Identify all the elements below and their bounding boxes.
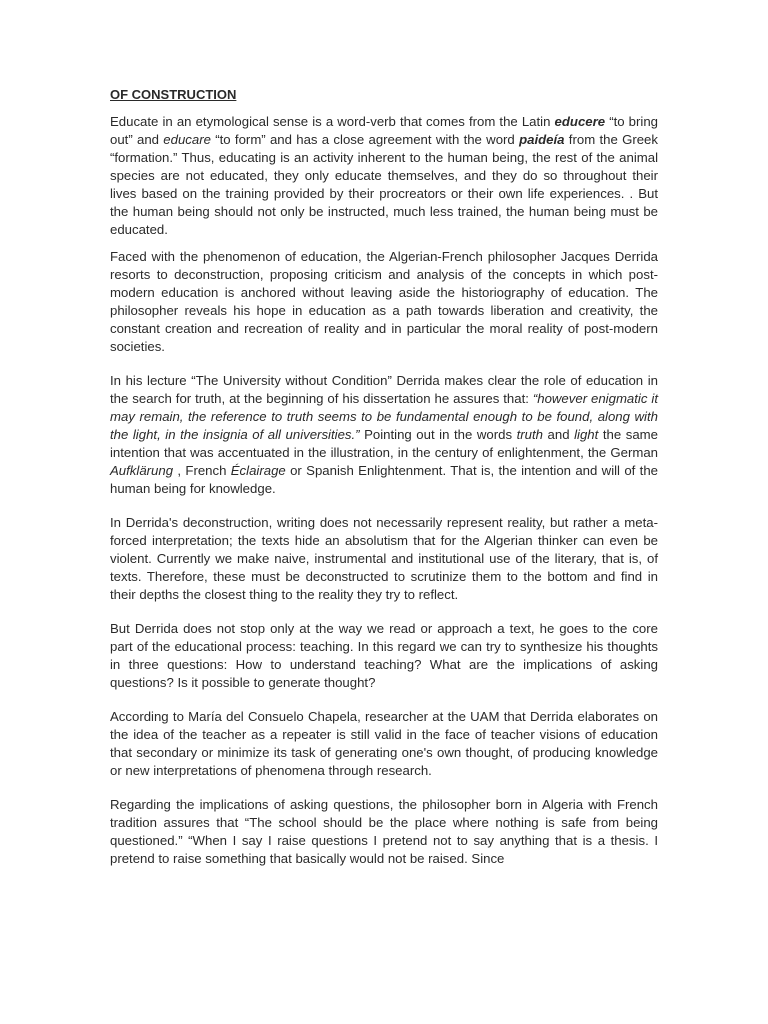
paragraph-chapela: According to María del Consuelo Chapela, researcher at the UAM that Derrida elaborates on the idea of the teacher as a repeater is still valid in the face of teacher visions of education that secondary or minimize its task of generating one's own thought, of producing knowledge or new interpretations of phenomena through research.: [110, 709, 658, 778]
paragraph-writing: In Derrida's deconstruction, writing does not necessarily represent reality, but rather a meta-forced interpretation; the texts hide an absolutism that for the Algerian thinker can even be violent. Currently we make naive, instrumental and institutional use of the literary, that is, of texts. Therefore, these must be deconstructed to scrutinize them to the bottom and find in their depths the closest thing to the reality they try to reflect.: [110, 515, 658, 602]
paragraph-university-lecture: In his lecture “The University without Condition” Derrida makes clear the role of education in the search for truth, at the beginning of his dissertation he assures that: “however enigmatic it may remain, the reference to truth seems to be fundamental enough to be found, along with the light, in the insignia of all universities.” Pointing out in the words truth and light the same intention that was accentuated in the illustration, in the century of enlightenment, the German Aufklärung , French Éclairage or Spanish Enlightenment. That is, the intention and will of the human being for knowledge.: [110, 373, 658, 496]
term-eclairage: Éclairage: [230, 463, 286, 478]
derrida-quote: “however enigmatic it may remain, the reference to truth seems to be fundamental enough to be found, along with the light, in the insignia of all universities.”: [110, 391, 658, 442]
paragraph-teaching-questions: But Derrida does not stop only at the way we read or approach a text, he goes to the core part of the educational process: teaching. In this regard we can try to synthesize his thoughts in three questions: How to understand teaching? What are the implications of asking questions? Is it possible to generate thought?: [110, 621, 658, 690]
paragraph-asking-questions: Regarding the implications of asking questions, the philosopher born in Algeria with French tradition assures that “The school should be the place where nothing is safe from being questioned.” “When I say I raise questions I pretend not to say anything that is a thesis. I pretend to raise something that basically would not be raised. Since: [110, 797, 658, 866]
term-paideia: paideía: [519, 132, 565, 147]
term-truth: truth: [516, 427, 543, 442]
document-heading: OF CONSTRUCTION: [110, 87, 237, 102]
term-light: light: [574, 427, 599, 442]
document-page: [110, 86, 658, 884]
term-aufklarung: Aufklärung: [110, 463, 174, 478]
paragraph-etymology: Educate in an etymological sense is a word-verb that comes from the Latin educere “to bring out” and educare “to form” and has a close agreement with the word paideía from the Greek “formation.” Thus, educating is an activity inherent to the human being, the rest of the animal species are not educated, they only educate themselves, and they do so throughout their lives based on the training provided by their procreators or their own life experiences. . But the human being should not only be instructed, much less trained, the human being must be educated.: [110, 114, 658, 237]
term-educare: educare: [163, 132, 211, 147]
term-educere: educere: [554, 114, 606, 129]
paragraph-deconstruction: Faced with the phenomenon of education, the Algerian-French philosopher Jacques Derrida resorts to deconstruction, proposing criticism and analysis of the concepts in which post-modern education is anchored without leaving aside the historiography of education. The philosopher reveals his hope in education as a path towards liberation and creativity, the constant creation and recreation of reality and in particular the moral reality of post-modern societies.: [110, 249, 658, 354]
